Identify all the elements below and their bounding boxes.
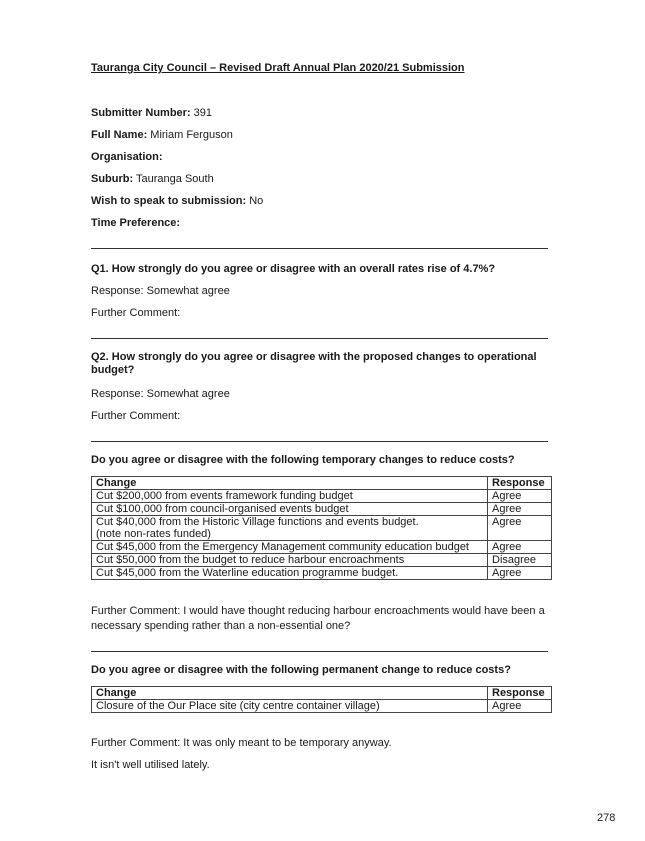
q1-question: Q1. How strongly do you agree or disagree with an overall rates rise of 4.7%? xyxy=(91,263,496,275)
change-line: Cut $40,000 from the Historic Village functions and events budget. xyxy=(96,516,419,528)
permanent-comment: Further Comment: It was only meant to be temporary anyway. xyxy=(91,737,392,749)
change-cell: Closure of the Our Place site (city centre container village) xyxy=(92,700,488,713)
table-row xyxy=(92,490,552,503)
field-value: No xyxy=(246,195,264,207)
field-label: Suburb: xyxy=(91,173,134,185)
change-cell: Cut $100,000 from council-organised events budget xyxy=(92,503,488,516)
response-cell: Agree xyxy=(488,490,552,503)
q2-question: Q2. How strongly do you agree or disagree with the proposed changes to operational budget? xyxy=(91,351,537,376)
temporary-comment: Further Comment: I would have thought reducing harbour encroachments would have been a necessary spending rather than a non-essential one? xyxy=(91,605,545,632)
change-cell: Cut $45,000 from the Emergency Management community education budget xyxy=(92,541,488,554)
field-label: Wish to speak to submission: xyxy=(91,195,247,207)
field-label: Organisation: xyxy=(91,151,163,163)
divider xyxy=(91,441,548,442)
field-label: Submitter Number: xyxy=(91,107,191,119)
header-change: Change xyxy=(92,477,488,490)
wish-to-speak-field xyxy=(91,195,263,208)
table-row xyxy=(92,700,552,713)
field-label: Time Preference: xyxy=(91,217,181,229)
change-cell: Cut $200,000 from events framework funding budget xyxy=(92,490,488,503)
permanent-comment-continued: It isn't well utilised lately. xyxy=(91,759,210,771)
organisation-field xyxy=(91,151,163,164)
table-row xyxy=(92,516,552,541)
q1-comment: Further Comment: xyxy=(91,307,181,319)
change-cell xyxy=(92,516,488,541)
divider xyxy=(91,248,548,249)
q1-response: Response: Somewhat agree xyxy=(91,285,230,297)
response-cell: Agree xyxy=(488,567,552,580)
temporary-question: Do you agree or disagree with the following temporary changes to reduce costs? xyxy=(91,454,515,466)
divider xyxy=(91,651,548,652)
change-note: (note non-rates funded) xyxy=(96,528,211,540)
table-row xyxy=(92,567,552,580)
full-name-field xyxy=(91,129,233,142)
divider xyxy=(91,338,548,339)
field-value: 391 xyxy=(190,107,213,119)
table-row xyxy=(92,554,552,567)
submitter-number-field xyxy=(91,107,212,120)
table-header-row xyxy=(92,477,552,490)
table-row xyxy=(92,503,552,516)
change-cell: Cut $50,000 from the budget to reduce harbour encroachments xyxy=(92,554,488,567)
document-title: Tauranga City Council – Revised Draft Annual Plan 2020/21 Submission xyxy=(91,62,465,74)
table-row xyxy=(92,541,552,554)
response-cell: Agree xyxy=(488,503,552,516)
field-label: Full Name: xyxy=(91,129,148,141)
q2-comment: Further Comment: xyxy=(91,410,181,422)
field-value: Miriam Ferguson xyxy=(147,129,233,141)
response-cell: Agree xyxy=(488,700,552,713)
page-number: 278 xyxy=(597,812,616,824)
permanent-changes-table xyxy=(91,686,552,713)
table-header-row xyxy=(92,687,552,700)
header-response: Response xyxy=(488,687,552,700)
permanent-question: Do you agree or disagree with the following permanent change to reduce costs? xyxy=(91,664,511,676)
response-cell: Agree xyxy=(488,541,552,554)
response-cell: Agree xyxy=(488,516,552,541)
time-preference-field xyxy=(91,217,180,230)
header-response: Response xyxy=(488,477,552,490)
change-cell: Cut $45,000 from the Waterline education programme budget. xyxy=(92,567,488,580)
field-value: Tauranga South xyxy=(133,173,214,185)
header-change: Change xyxy=(92,687,488,700)
suburb-field xyxy=(91,173,214,186)
response-cell: Disagree xyxy=(488,554,552,567)
q2-response: Response: Somewhat agree xyxy=(91,388,230,400)
temporary-changes-table xyxy=(91,476,552,580)
